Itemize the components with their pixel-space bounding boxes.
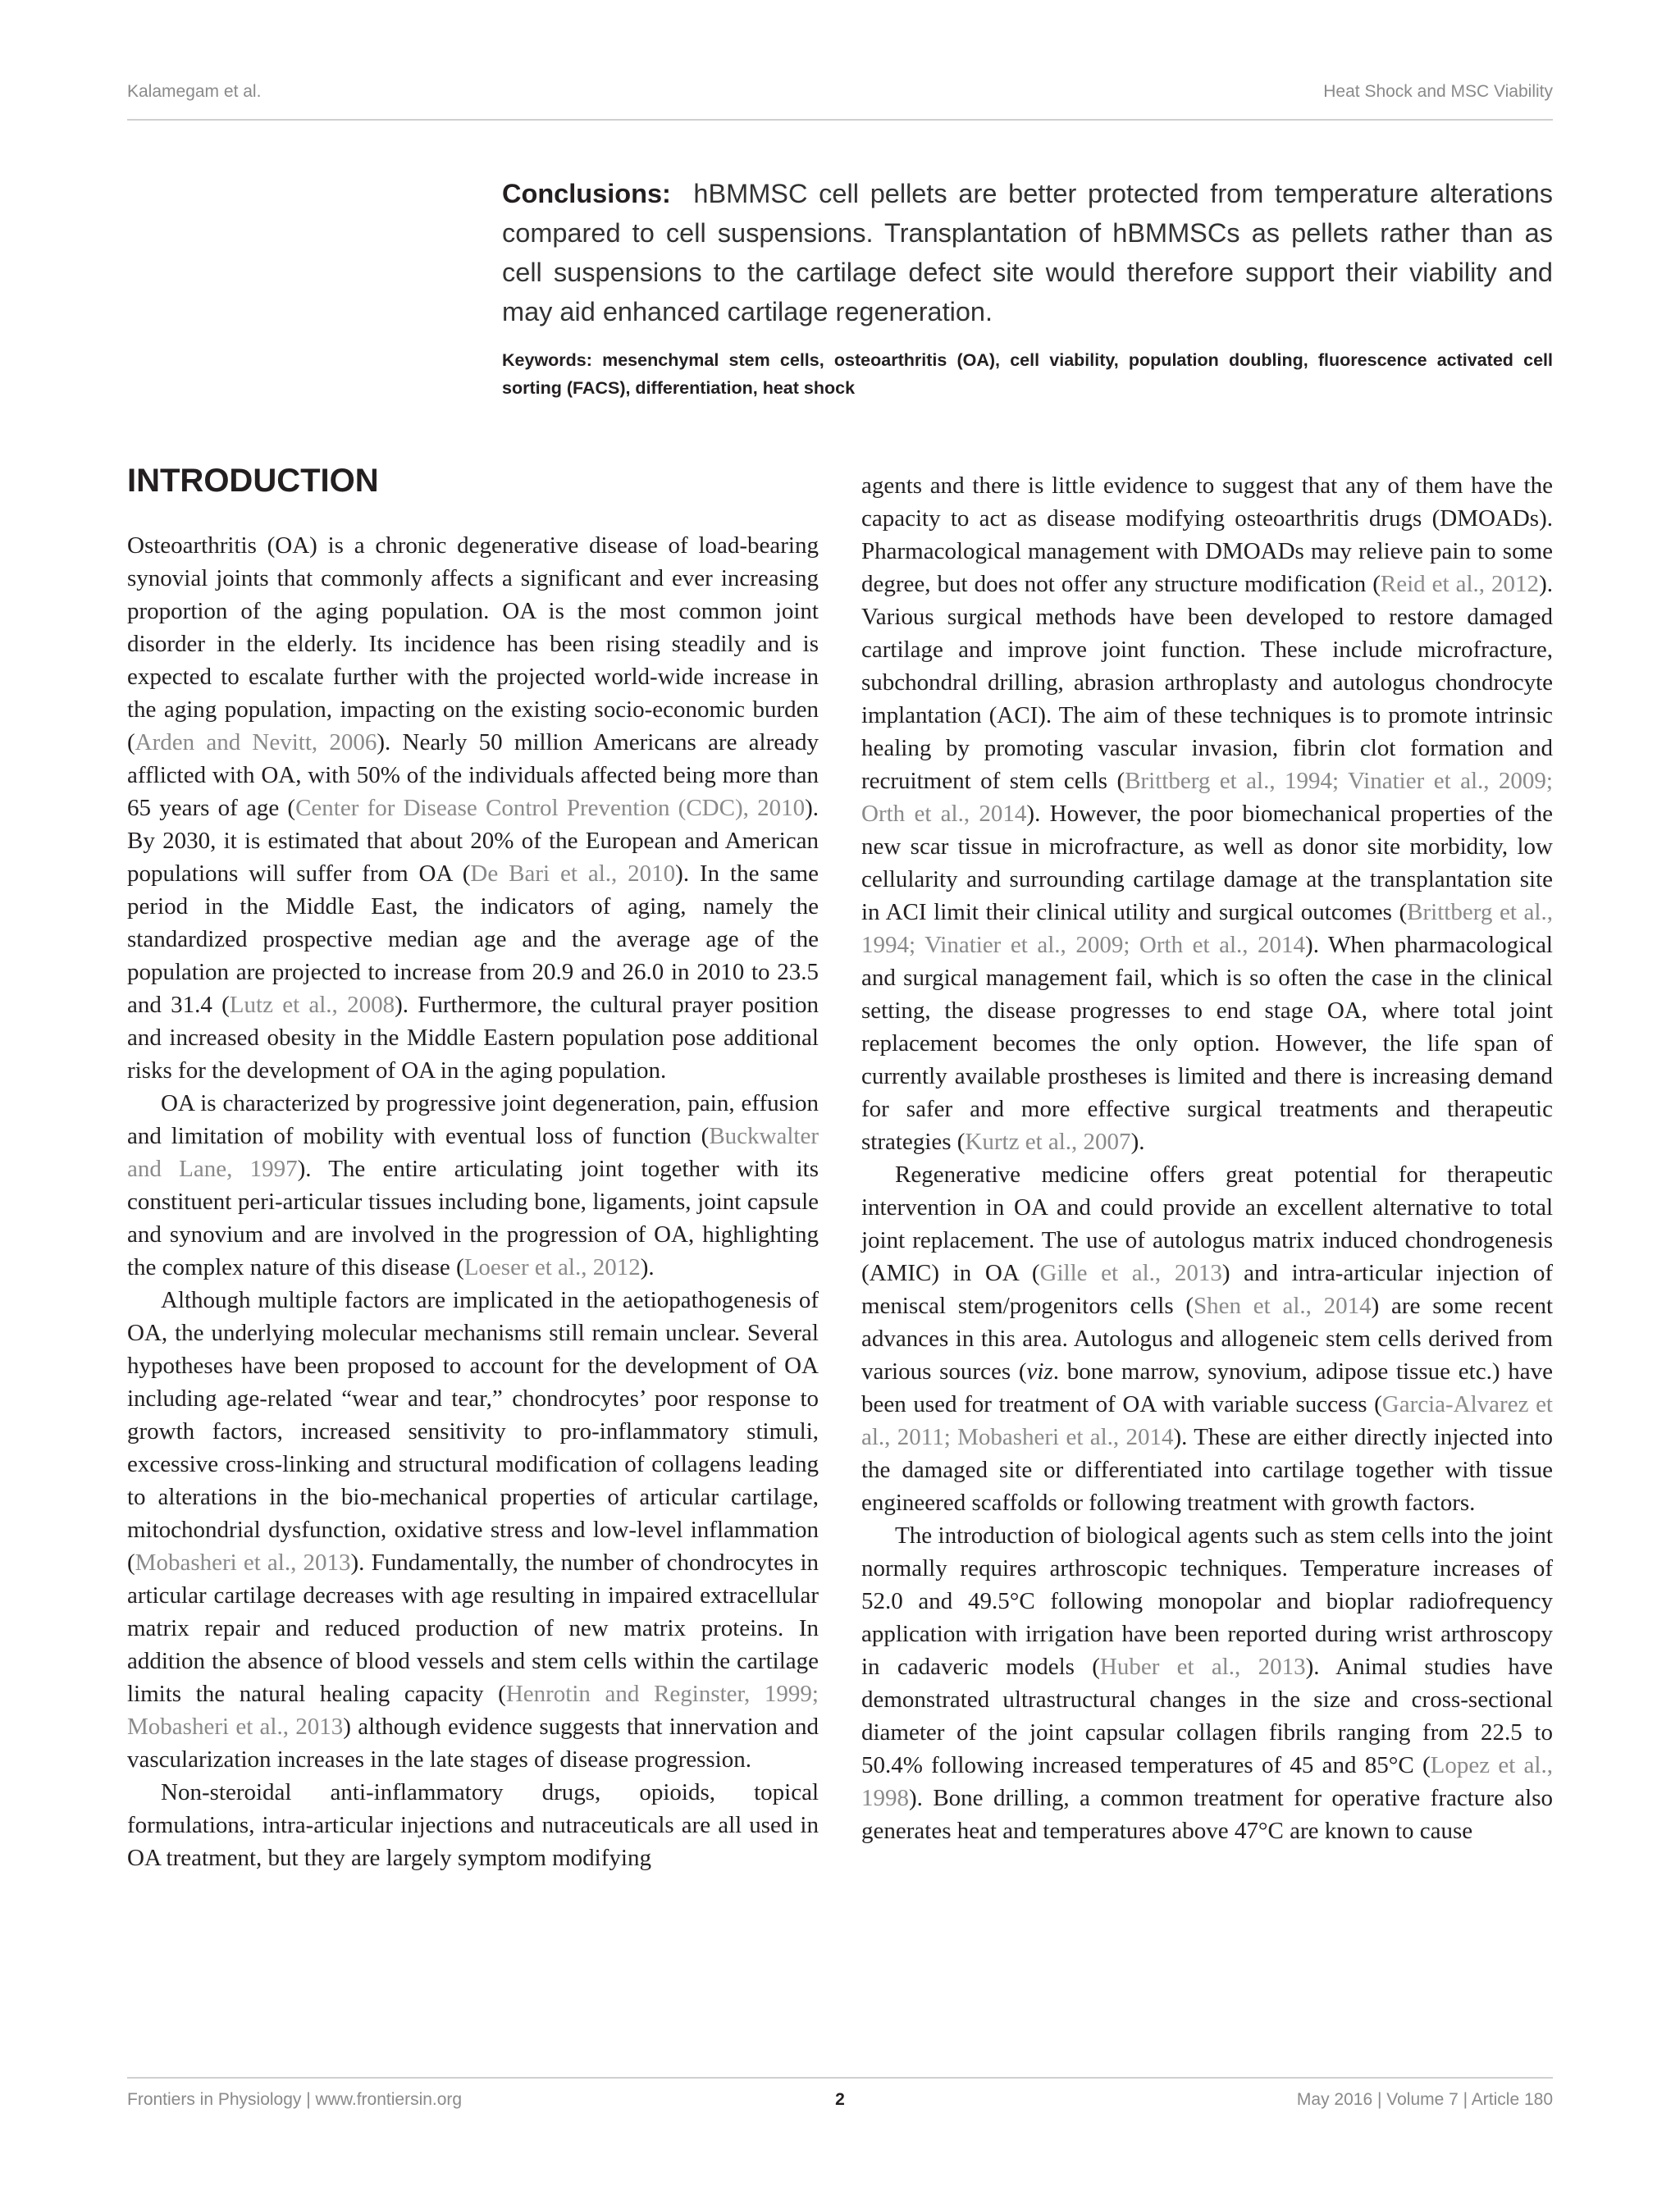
citation-link[interactable]: Kurtz et al., 2007 — [965, 1129, 1131, 1155]
body-text: ). When pharmacological and surgical management fail, which is so often the case in the clinical setting, the disease progresses to end stage OA, where total joint replacement becomes the only option. However, the life span of currently available prostheses is limited and there is increasing demand for safer and more effective surgical treatments and therapeutic strategies ( — [861, 932, 1553, 1155]
body-text: The introduction of biological agents such as stem cells into the joint normally requires arthroscopic techniques. Temperature increases of 52.0 and 49.5°C following monopolar and bioplar radiofrequency application with irrigation have been reported during wrist arthroscopy in cadaveric models ( — [861, 1522, 1553, 1680]
body-text: agents and there is little evidence to suggest that any of them have the capacity to act as disease modifying osteoarthritis drugs (DMOADs). Pharmacological management with DMOADs may relieve pain to some degree, but does not offer any structure modification ( — [861, 472, 1553, 597]
body-text: ). These are either directly injected into the damaged site or differentiated into cartilage together with tissue engineered scaffolds or following treatment with growth factors. — [861, 1424, 1554, 1516]
body-text: Regenerative medicine offers great potential for therapeutic intervention in OA and could provide an excellent alternative to total joint replacement. The use of autologus matrix induced chondrogenesis (AMIC) in OA ( — [861, 1162, 1553, 1286]
body-text: . bone marrow, synovium, adipose tissue etc.) have been used for treatment of OA with variable success ( — [861, 1358, 1553, 1417]
page-footer — [127, 2090, 1553, 2110]
conclusions-text: hBMMSC cell pellets are better protected from temperature alterations compared to cell suspensions. Transplantation of hBMMSCs as pellets rather than as cell suspensions to the cartilage defect site would therefore support their viability and may aid enhanced cartilage regeneration. — [502, 179, 1553, 326]
right-column-text — [861, 469, 1553, 1847]
citation-link[interactable]: Center for Disease Control Prevention (CDC), 2010 — [295, 795, 806, 821]
citation-link[interactable]: Brittberg et al., 1994; Vinatier et al., 2009; Orth et al., 2014 — [861, 768, 1553, 827]
citation-link[interactable]: Henrotin and Reginster, 1999; Mobasheri et al., 2013 — [127, 1681, 819, 1740]
body-text: ). Various surgical methods have been developed to restore damaged cartilage and improve joint function. These include microfracture, subchondral drilling, abrasion arthroplasty and autologus chondrocyte implantation (ACI). The aim of these techniques is to promote intrinsic healing by promoting vascular invasion, fibrin clot formation and recruitment of stem cells ( — [861, 571, 1553, 794]
paragraph — [127, 1776, 819, 1874]
page-number: 2 — [835, 2090, 845, 2109]
citation-link[interactable]: Arden and Nevitt, 2006 — [135, 729, 377, 755]
body-text: ). The entire articulating joint together with its constituent peri-articular tissues including bone, ligaments, joint capsule and synovium and are involved in the progression of OA, highlighting the complex nature of this disease ( — [127, 1156, 819, 1280]
section-heading: INTRODUCTION — [127, 463, 379, 499]
footer-issue: May 2016 | Volume 7 | Article 180 — [1296, 2090, 1553, 2109]
body-text: ). In the same period in the Middle East, the indicators of aging, namely the standardized prospective median age and the average age of the population are projected to increase from 20.9 and 26.0 in 2010 to 23.5 and 31.4 ( — [127, 860, 819, 1018]
paragraph — [127, 1087, 819, 1284]
body-text: ) and intra-articular injection of meniscal stem/progenitors cells ( — [861, 1260, 1554, 1319]
body-text: ). Furthermore, the cultural prayer position and increased obesity in the Middle Eastern population pose additional risks for the development of OA in the aging population. — [127, 992, 819, 1084]
paragraph — [861, 1158, 1553, 1519]
body-text: ). However, the poor biomechanical properties of the new scar tissue in microfracture, as well as donor site morbidity, low cellularity and surrounding cartilage damage at the transplantation site in ACI limit their clinical utility and surgical outcomes ( — [861, 801, 1554, 925]
left-column — [127, 456, 819, 1874]
citation-link[interactable]: Lutz et al., 2008 — [229, 992, 395, 1018]
citation-link[interactable]: Brittberg et al., 1994; Vinatier et al., 2009; Orth et al., 2014 — [861, 899, 1553, 958]
conclusions-label: Conclusions: — [502, 179, 671, 208]
header-short-title: Heat Shock and MSC Viability — [1323, 82, 1553, 101]
running-header — [127, 82, 1553, 102]
body-text: ). Nearly 50 million Americans are already afflicted with OA, with 50% of the individuals affected being more than 65 years of age ( — [127, 729, 819, 821]
left-column-text — [127, 529, 819, 1874]
body-text: Osteoarthritis (OA) is a chronic degenerative disease of load-bearing synovial joints that commonly affects a significant and ever increasing proportion of the aging population. OA is the most common joint disorder in the elderly. Its incidence has been rising steadily and is expected to escalate further with the projected world-wide increase in the aging population, impacting on the existing socio-economic burden ( — [127, 532, 819, 755]
body-text: OA is characterized by progressive joint degeneration, pain, effusion and limitation of mobility with eventual loss of function ( — [127, 1090, 819, 1149]
body-text: ) although evidence suggests that innervation and vascularization increases in the late stages of disease progression. — [127, 1714, 819, 1773]
citation-link[interactable]: Reid et al., 2012 — [1380, 571, 1540, 597]
citation-link[interactable]: Huber et al., 2013 — [1099, 1654, 1306, 1680]
header-authors: Kalamegam et al. — [127, 82, 262, 101]
body-text: ). Bone drilling, a common treatment for operative fracture also generates heat and temperatures above 47°C are known to cause — [861, 1785, 1553, 1844]
body-text: ). Fundamentally, the number of chondrocytes in articular cartilage decreases with age resulting in impaired extracellular matrix repair and reduced production of new matrix proteins. In addition the absence of blood vessels and stem cells within the cartilage limits the natural healing capacity ( — [127, 1550, 819, 1707]
citation-link[interactable]: De Bari et al., 2010 — [470, 860, 676, 887]
citation-link[interactable]: Lopez et al., 1998 — [861, 1752, 1553, 1811]
paragraph — [127, 529, 819, 1087]
body-text: ). By 2030, it is estimated that about 20% of the European and American populations will suffer from OA ( — [127, 795, 819, 887]
body-text: ). — [1130, 1129, 1145, 1155]
citation-link[interactable]: Loeser et al., 2012 — [463, 1254, 641, 1280]
italic-text: viz — [1026, 1358, 1053, 1385]
citation-link[interactable]: Mobasheri et al., 2013 — [135, 1550, 351, 1576]
body-text: ). — [640, 1254, 655, 1280]
citation-link[interactable]: Shen et al., 2014 — [1194, 1293, 1372, 1319]
right-column — [861, 469, 1553, 1847]
body-text: ) are some recent advances in this area. Autologus and allogeneic stem cells derived from various sources ( — [861, 1293, 1554, 1385]
paragraph — [861, 469, 1553, 1158]
body-text: ). Animal studies have demonstrated ultrastructural changes in the size and cross-sectional diameter of the joint capsular collagen fibrils ranging from 22.5 to 50.4% following increased temperatures of 45 and 85°C ( — [861, 1654, 1554, 1778]
header-rule — [127, 119, 1553, 121]
paragraph — [861, 1519, 1553, 1847]
body-text: Non-steroidal anti-inflammatory drugs, opioids, topical formulations, intra-articular injections and nutraceuticals are all used in OA treatment, but they are largely symptom modifying — [127, 1779, 819, 1871]
footer-journal: Frontiers in Physiology | www.frontiersin.org — [127, 2090, 463, 2109]
paragraph — [127, 1284, 819, 1776]
keywords: Keywords: mesenchymal stem cells, osteoarthritis (OA), cell viability, population doubling, fluorescence activated cell sorting (FACS), differentiation, heat shock — [502, 350, 1553, 398]
citation-link[interactable]: Buckwalter and Lane, 1997 — [127, 1123, 819, 1182]
citation-link[interactable]: Gille et al., 2013 — [1039, 1260, 1222, 1286]
footer-rule — [127, 2077, 1553, 2079]
abstract-conclusions — [502, 174, 1553, 331]
abstract-block — [502, 174, 1553, 402]
body-text: Although multiple factors are implicated in the aetiopathogenesis of OA, the underlying molecular mechanisms still remain unclear. Several hypotheses have been proposed to account for the development of OA including age-related “wear and tear,” chondrocytes’ poor response to growth factors, increased sensitivity to pro-inflammatory stimuli, excessive cross-linking and structural modification of collagens leading to alterations in the bio-mechanical properties of articular cartilage, mitochondrial dysfunction, oxidative stress and low-level inflammation ( — [127, 1287, 819, 1576]
citation-link[interactable]: Garcia-Alvarez et al., 2011; Mobasheri et al., 2014 — [861, 1391, 1553, 1450]
